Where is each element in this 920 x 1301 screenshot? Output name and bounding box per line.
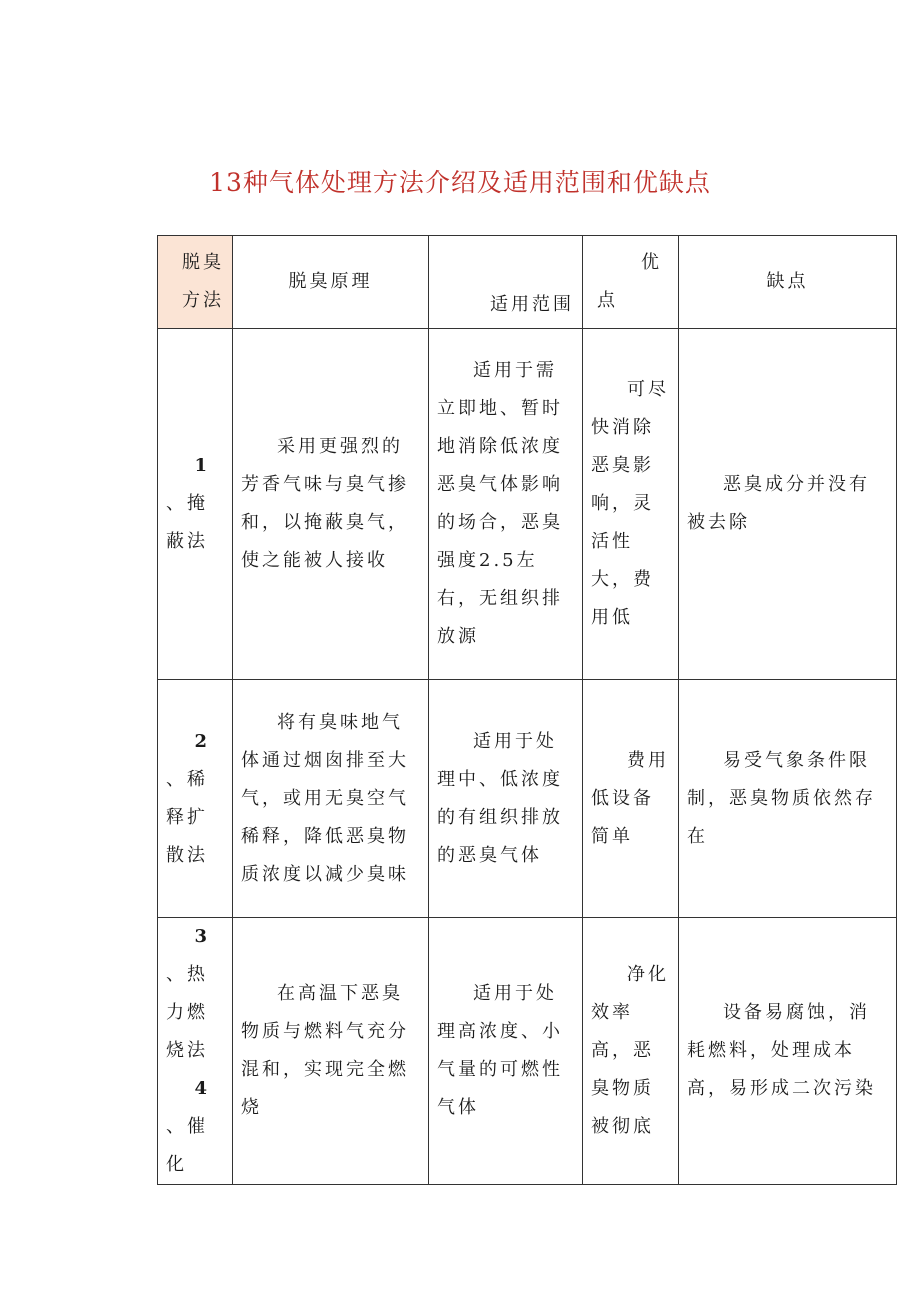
method-cell xyxy=(158,329,233,680)
scope-text: 适用于需立即地、暂时地消除低浓度恶臭气体影响的场合，恶臭强度2.5左右，无组织排放源 xyxy=(437,360,563,647)
header-cons-label: 缺点 xyxy=(766,271,809,292)
method-number: 3 xyxy=(194,926,210,947)
principle-text: 在高温下恶臭物质与燃料气充分混和，实现完全燃烧 xyxy=(241,983,409,1118)
method-name-next: 、催化 xyxy=(166,1116,208,1175)
cons-text: 恶臭成分并没有被去除 xyxy=(687,474,870,533)
table-header-row xyxy=(158,236,897,329)
table-row xyxy=(158,680,897,918)
principle-text: 将有臭味地气体通过烟囱排至大气，或用无臭空气稀释，降低恶臭物质浓度以减少臭味 xyxy=(241,711,409,885)
method-name: 、掩蔽法 xyxy=(166,493,208,552)
cons-cell xyxy=(679,680,897,918)
header-scope-label: 适用范围 xyxy=(490,294,574,315)
method-name: 、热力燃烧法 xyxy=(166,964,208,1061)
header-pros-label-line2: 点 xyxy=(597,290,618,311)
cons-text: 设备易腐蚀，消耗燃料，处理成本高，易形成二次污染 xyxy=(687,1002,876,1099)
scope-cell xyxy=(429,918,583,1185)
header-principle-label: 脱臭原理 xyxy=(288,271,373,292)
principle-text: 采用更强烈的芳香气味与臭气掺和，以掩蔽臭气，使之能被人接收 xyxy=(241,436,409,571)
header-pros-label-line1: 优 xyxy=(641,252,662,273)
method-number: 2 xyxy=(194,730,210,752)
scope-cell xyxy=(429,329,583,680)
header-cons-cell xyxy=(679,236,897,329)
method-number-next: 4 xyxy=(194,1078,210,1099)
pros-text: 费用低设备简单 xyxy=(591,749,669,847)
scope-text: 适用于处理中、低浓度的有组织排放的恶臭气体 xyxy=(437,730,563,866)
header-pros-cell xyxy=(583,236,679,329)
principle-cell xyxy=(233,329,429,680)
cons-text: 易受气象条件限制，恶臭物质依然存在 xyxy=(687,749,876,847)
header-method-label: 脱臭方法 xyxy=(182,252,224,311)
pros-cell xyxy=(583,918,679,1185)
pros-cell xyxy=(583,329,679,680)
method-name: 、稀释扩散法 xyxy=(166,768,208,866)
scope-text: 适用于处理高浓度、小气量的可燃性气体 xyxy=(437,983,563,1118)
method-number: 1 xyxy=(194,455,210,476)
principle-cell xyxy=(233,918,429,1185)
method-cell xyxy=(158,680,233,918)
table-row xyxy=(158,329,897,680)
cons-cell xyxy=(679,918,897,1185)
header-scope-cell xyxy=(429,236,583,329)
scope-cell xyxy=(429,680,583,918)
header-principle-cell xyxy=(233,236,429,329)
cons-cell xyxy=(679,329,897,680)
method-cell xyxy=(158,918,233,1185)
pros-cell xyxy=(583,680,679,918)
table-row xyxy=(158,918,897,1185)
deodorization-methods-table xyxy=(157,235,897,1185)
page-title: 13种气体处理方法介绍及适用范围和优缺点 xyxy=(209,168,711,197)
pros-text: 净化效率高，恶臭物质被彻底 xyxy=(591,964,669,1137)
pros-text: 可尽快消除恶臭影响，灵活性大，费用低 xyxy=(591,379,669,628)
header-method-cell xyxy=(158,236,233,329)
principle-cell xyxy=(233,680,429,918)
